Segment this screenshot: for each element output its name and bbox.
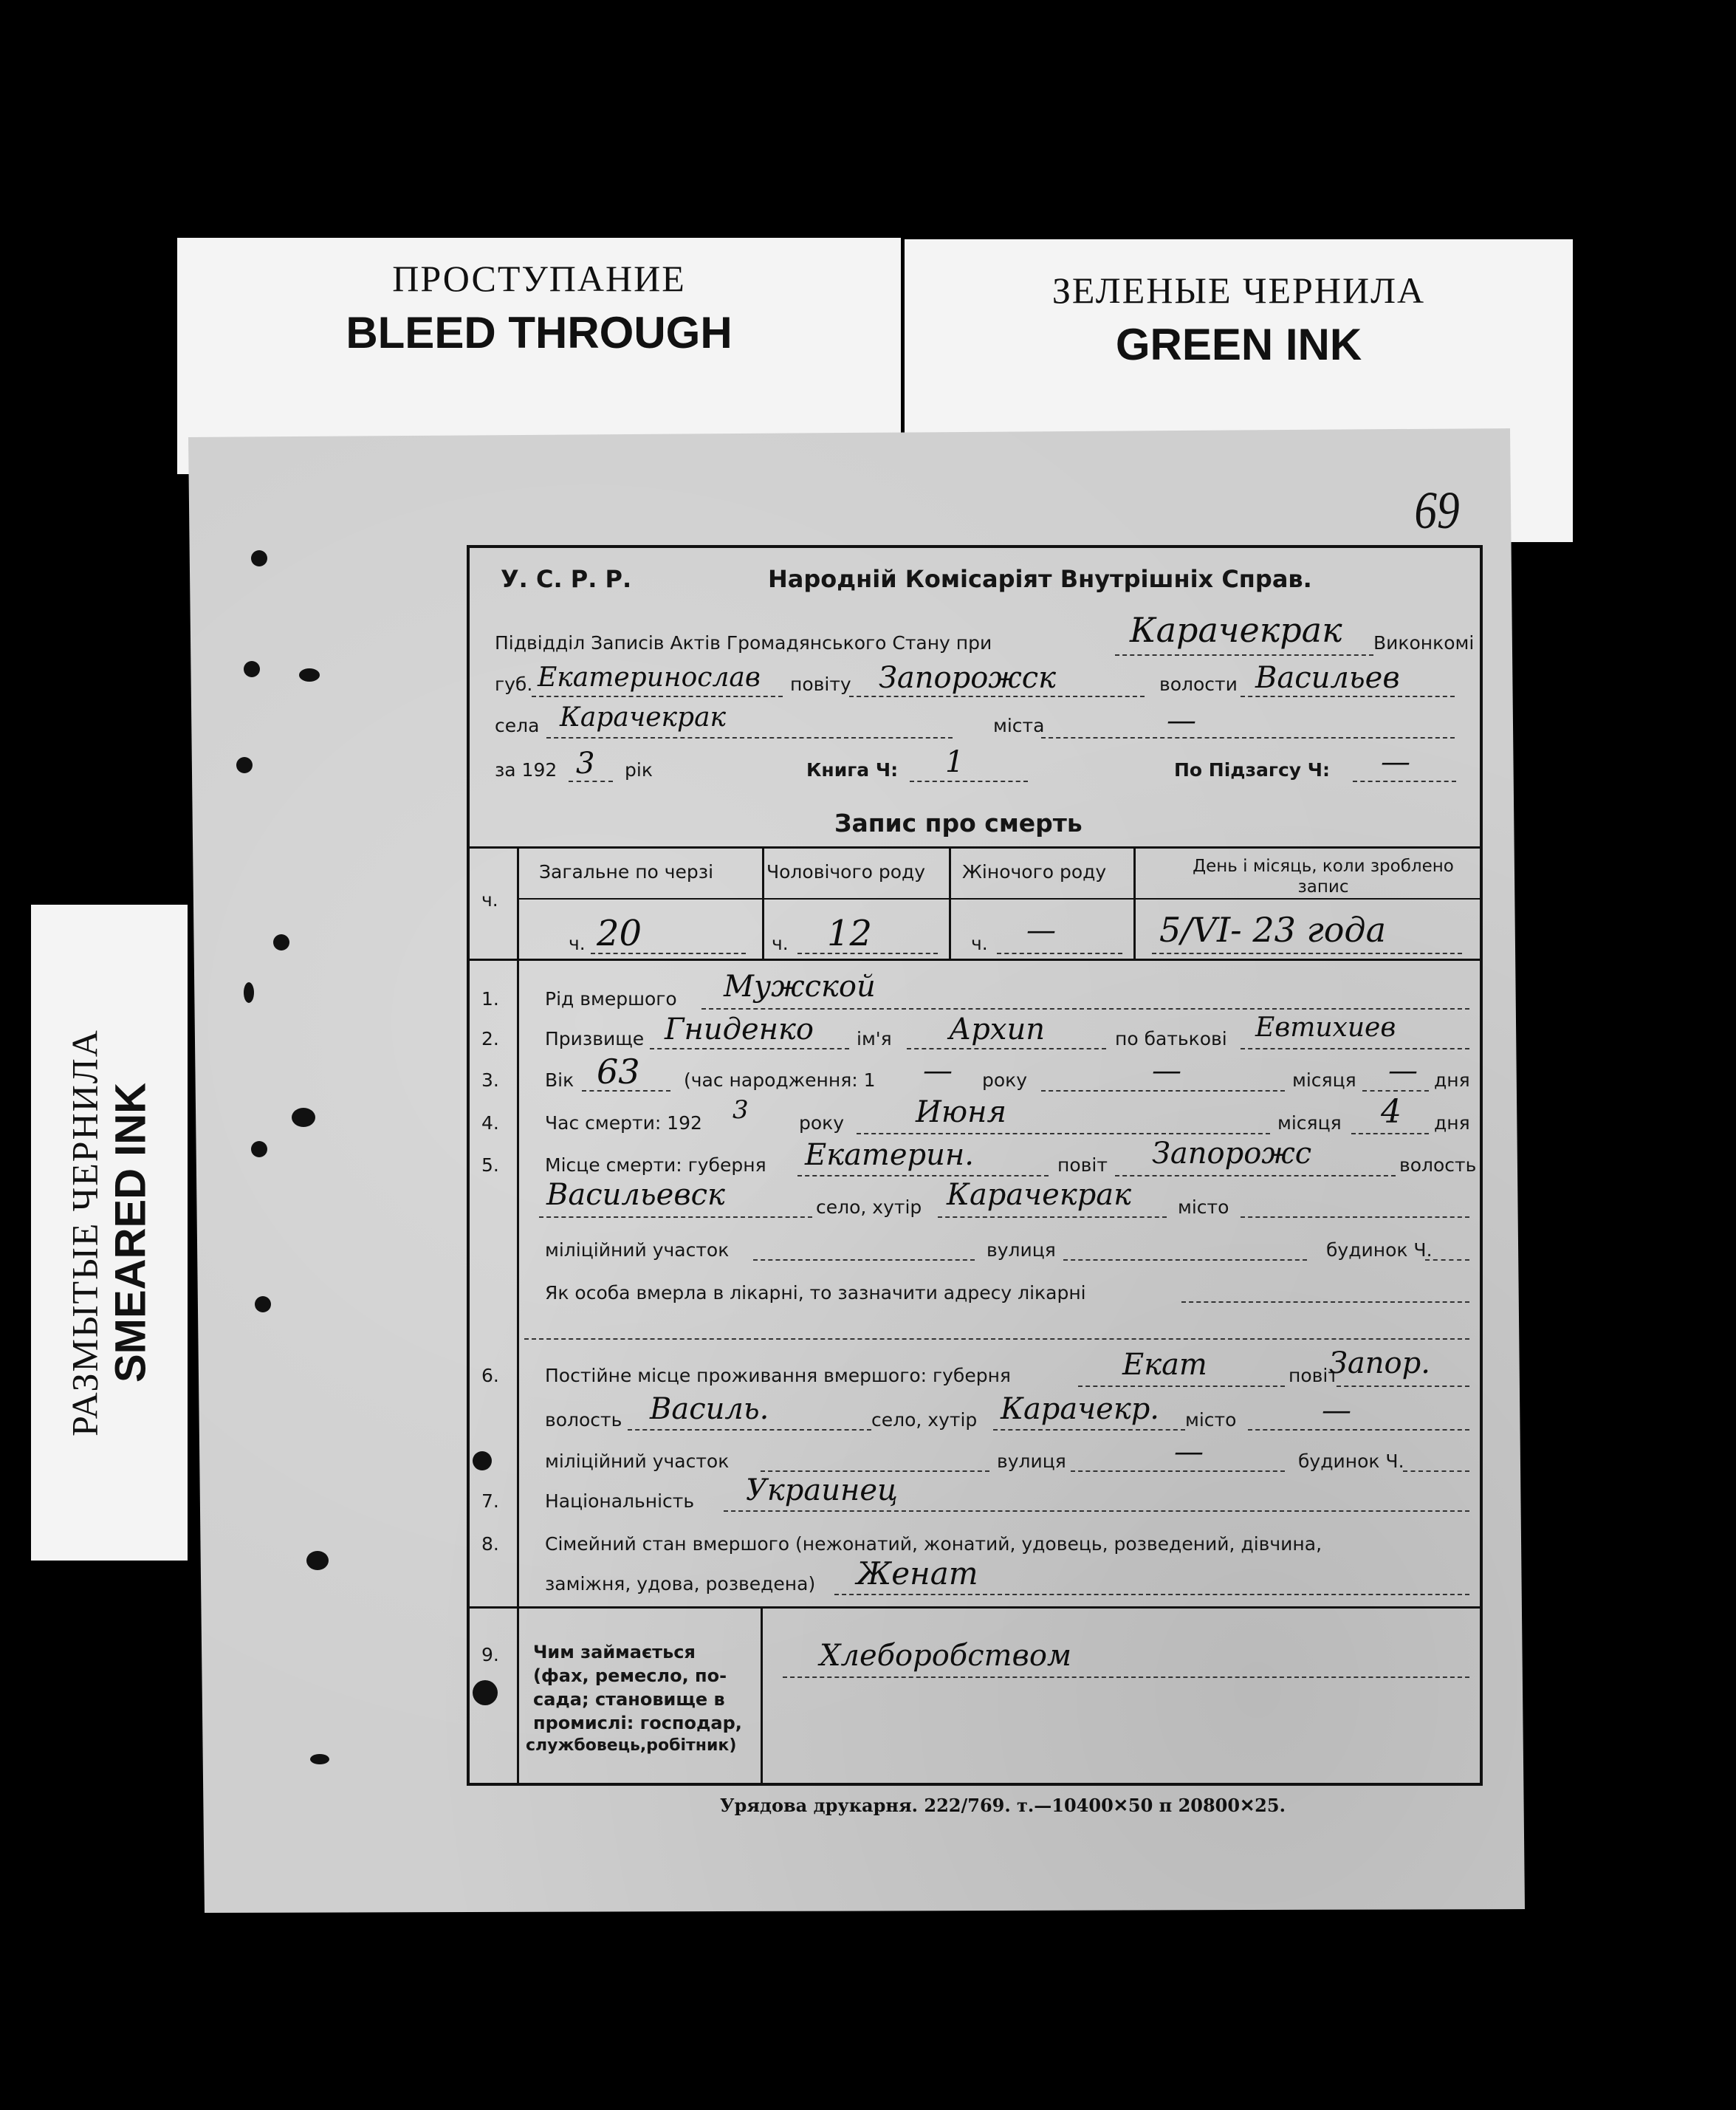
page-number: 69 (1414, 481, 1460, 540)
r4-month-line (857, 1133, 1270, 1134)
r3-label-month: місяця (1292, 1069, 1356, 1091)
table-column-rule (1133, 846, 1136, 959)
r4-year-hw: 3 (733, 1095, 749, 1125)
selo-label: села (495, 715, 540, 736)
r3-label-birth: (час народження: 1 (684, 1069, 876, 1091)
r5-selo-hw: Карачекрак (947, 1178, 1132, 1212)
printer-footer: Урядова друкарня. 222/769. т.—10400✕50 п 20800✕25. (720, 1795, 1286, 1816)
r3-label-year: року (982, 1069, 1028, 1091)
r3-birth-day-hw: — (1388, 1054, 1418, 1088)
r6-selo-hw: Карачекр. (1001, 1392, 1160, 1426)
year-prefix: за 192 (495, 759, 557, 781)
r5-label-selo: село, хутір (816, 1196, 922, 1218)
misto-line (1041, 737, 1455, 739)
r1-label: Рід вмершого (545, 988, 677, 1010)
r3-month-line (1041, 1090, 1285, 1092)
r6-label-residence: Постійне місце проживання вмершого: губерня (545, 1365, 1011, 1386)
year-line (569, 781, 613, 782)
year-hw: 3 (576, 747, 595, 781)
r7-hw: Украинец (746, 1473, 898, 1507)
r5-label-street: вулиця (987, 1239, 1056, 1261)
republic-label: У. С. Р. Р. (501, 565, 632, 593)
commissariat-label: Народній Комісаріят Внутрішніх Справ. (768, 565, 1312, 593)
gub-label: губ. (495, 674, 533, 695)
r5-house-line (1425, 1259, 1469, 1261)
smeared-ink-tag-en: SMEARED INK (106, 1082, 155, 1383)
r5-label-povit: повіт (1057, 1154, 1108, 1176)
year-suffix: рік (625, 759, 653, 781)
r5-selo-line (938, 1216, 1167, 1218)
col-male: Чоловічого роду (766, 861, 926, 883)
bleed-through-tag-ru: ПРОСТУПАНИЕ (392, 258, 686, 299)
povit-label: повіту (790, 674, 851, 695)
table-rule (467, 1606, 1483, 1609)
row-number: 2. (481, 1028, 499, 1049)
r9-hw: Хлеборобством (820, 1639, 1072, 1673)
r6-militia-line (761, 1470, 989, 1472)
binding-hole (251, 550, 267, 566)
table-column-rule (949, 846, 951, 959)
binding-hole (236, 757, 253, 773)
r6-street-hw: — (1174, 1435, 1204, 1469)
r7-label: Національність (545, 1490, 695, 1512)
col-female: Жіночого роду (962, 861, 1107, 883)
binding-hole (299, 668, 320, 682)
r8-label-1: Сімейний стан вмершого (нежонатий, жонатий, удовець, розведений, дівчина, (545, 1533, 1322, 1555)
number-column-rule (517, 846, 519, 1786)
r6-label-street: вулиця (997, 1450, 1066, 1472)
r6-house-line (1403, 1470, 1469, 1472)
r3-day-line (1362, 1090, 1429, 1092)
book-label: Книга Ч: (806, 759, 899, 781)
r3-age-hw: 63 (597, 1052, 640, 1092)
r5-volost-hw: Васильевск (546, 1178, 725, 1212)
r5-label-misto: місто (1178, 1196, 1229, 1218)
volost-label: волости (1159, 674, 1238, 695)
record-title: Запис про смерть (834, 809, 1083, 838)
table-rule (467, 846, 1483, 849)
smeared-ink-tag (31, 905, 188, 1561)
r5-gub-line (797, 1175, 1049, 1176)
r2-patronymic-line (1241, 1048, 1469, 1049)
povit-hw: Запорожск (879, 661, 1057, 695)
r4-day-hw: 4 (1381, 1093, 1402, 1131)
binding-hole (244, 982, 254, 1003)
r4-label-death: Час смерти: 192 (545, 1112, 702, 1134)
r2-label-surname: Призвище (545, 1028, 645, 1049)
gub-hw: Екатеринослав (538, 662, 761, 693)
r5-gub-hw: Екатерин. (805, 1138, 974, 1172)
r6-selo-line (993, 1429, 1185, 1431)
r6-label-volost: волость (545, 1409, 622, 1431)
table-rule (467, 959, 1483, 961)
r5-povit-line (1115, 1175, 1396, 1176)
r3-age-line (582, 1090, 670, 1092)
subbook-label: По Підзагсу Ч: (1174, 759, 1330, 781)
r5-label-militia: міліційний участок (545, 1239, 730, 1261)
r3-label-age: Вік (545, 1069, 574, 1091)
female-ch-prefix: ч. (971, 933, 988, 954)
row-number: 3. (481, 1069, 499, 1091)
r5-hospital-line (1181, 1301, 1469, 1303)
date-hw: 5/VI- 23 года (1159, 910, 1386, 950)
row-number: 1. (481, 988, 499, 1010)
col-date: День і місяць, коли зроблено запис (1193, 857, 1454, 897)
binding-hole (273, 934, 289, 950)
subdept-hw: Карачекрак (1130, 610, 1342, 650)
binding-hole (255, 1296, 271, 1312)
female-count-hw: — (1026, 914, 1056, 948)
date-line (1152, 953, 1462, 954)
r6-gub-hw: Екат (1122, 1348, 1207, 1382)
subbook-hw: — (1381, 745, 1410, 779)
volost-hw: Васильев (1255, 661, 1400, 695)
r8-line (834, 1594, 1469, 1595)
r5-militia-line (753, 1259, 975, 1261)
r2-surname-hw: Гниденко (665, 1013, 814, 1047)
r6-misto-line (1248, 1429, 1469, 1431)
r6-povit-line (1337, 1385, 1469, 1387)
row-number: 8. (481, 1533, 499, 1555)
r6-volost-line (628, 1429, 871, 1431)
binding-hole (251, 1141, 267, 1157)
counts-ch: ч. (481, 889, 498, 911)
binding-hole (306, 1551, 329, 1570)
binding-hole (292, 1108, 315, 1127)
r4-label-day: дня (1434, 1112, 1470, 1134)
r5-label-hospital: Як особа вмерла в лікарні, то зазначити адресу лікарні (545, 1282, 1086, 1304)
r3-label-day: дня (1434, 1069, 1470, 1091)
green-ink-tag-ru: ЗЕЛЕНЫЕ ЧЕРНИЛА (1051, 270, 1426, 311)
r6-povit-hw: Запор. (1329, 1346, 1430, 1380)
r5-label-gub: Місце смерти: губерня (545, 1154, 766, 1176)
general-count-hw: 20 (597, 913, 642, 954)
r6-label-misto: місто (1185, 1409, 1237, 1431)
r4-label-year: року (799, 1112, 845, 1134)
row-number: 4. (481, 1112, 499, 1134)
male-ch-prefix: ч. (772, 933, 789, 954)
povit-line (849, 696, 1145, 697)
col-general: Загальне по черзі (539, 861, 714, 883)
r7-line (724, 1510, 1469, 1512)
r4-label-month: місяця (1277, 1112, 1342, 1134)
r9-label-1: Чим займається (533, 1642, 696, 1662)
r8-hw: Женат (857, 1555, 978, 1592)
book-line (910, 781, 1028, 782)
r2-name-hw: Архип (949, 1013, 1045, 1047)
r9-line (783, 1676, 1469, 1678)
general-ch-prefix: ч. (569, 933, 586, 954)
table-column-rule (761, 1606, 763, 1786)
r9-label-5: службовець,робітник) (526, 1736, 737, 1755)
r2-label-patronymic: по батькові (1115, 1028, 1227, 1049)
r1-line (701, 1008, 1469, 1010)
r6-label-house: будинок Ч. (1298, 1450, 1404, 1472)
volost-line (1241, 696, 1455, 697)
r4-day-line (1351, 1133, 1429, 1134)
misto-label: міста (993, 715, 1045, 736)
r6-label-militia: міліційний участок (545, 1450, 730, 1472)
row-number: 6. (481, 1365, 499, 1386)
male-count-line (797, 953, 938, 954)
subbook-line (1353, 781, 1456, 782)
bleed-through-tag-en: BLEED THROUGH (346, 308, 733, 357)
r2-surname-line (650, 1048, 849, 1049)
misto-hw: — (1167, 704, 1196, 738)
r3-birth-year-hw: — (923, 1054, 953, 1088)
subdept-line (1115, 654, 1373, 656)
r9-label-2: (фах, ремесло, по- (533, 1665, 727, 1686)
green-ink-tag-en: GREEN INK (1115, 320, 1362, 369)
gub-line (532, 696, 783, 697)
table-rule (517, 898, 1483, 900)
smeared-ink-tag-ru: РАЗМЫТЫЕ ЧЕРНИЛА (64, 1029, 106, 1436)
r6-street-line (1071, 1470, 1285, 1472)
book-hw: 1 (945, 745, 964, 779)
row-number: 9. (481, 1644, 499, 1665)
r1-hw: Мужской (724, 970, 876, 1004)
female-count-line (997, 953, 1122, 954)
subdept-label: Підвідділ Записів Актів Громадянського Стану при (495, 632, 992, 654)
r2-label-name: ім'я (857, 1028, 892, 1049)
selo-line (546, 737, 953, 739)
r2-patronymic-hw: Евтихиев (1255, 1013, 1396, 1043)
r8-label-2: заміжня, удова, розведена) (545, 1573, 816, 1595)
r5-label-volost: волость (1399, 1154, 1477, 1176)
row-number: 7. (481, 1490, 499, 1512)
r5-hospital-line-2 (524, 1338, 1469, 1340)
r6-misto-hw: — (1322, 1394, 1351, 1428)
r6-volost-hw: Василь. (650, 1392, 769, 1426)
r5-label-house: будинок Ч. (1326, 1239, 1433, 1261)
r3-birth-month-hw: — (1152, 1054, 1181, 1088)
selo-hw: Карачекрак (560, 702, 727, 733)
r6-label-selo: село, хутір (871, 1409, 978, 1431)
r4-month-hw: Июня (916, 1095, 1006, 1129)
r6-gub-line (1078, 1385, 1285, 1387)
r6-label-povit: повіт (1289, 1365, 1339, 1386)
r5-street-line (1063, 1259, 1307, 1261)
r5-volost-line (539, 1216, 812, 1218)
executive-label: Виконкомі (1373, 632, 1475, 654)
general-count-line (591, 953, 746, 954)
r9-label-4: промислі: господар, (533, 1713, 742, 1733)
r5-povit-hw: Запорожс (1152, 1137, 1312, 1171)
r2-name-line (907, 1048, 1106, 1049)
binding-hole (310, 1754, 329, 1764)
r5-misto-line (1241, 1216, 1469, 1218)
male-count-hw: 12 (827, 913, 873, 954)
table-column-rule (762, 846, 764, 959)
r9-label-3: сада; становище в (533, 1689, 725, 1710)
binding-hole (244, 661, 260, 677)
row-number: 5. (481, 1154, 499, 1176)
